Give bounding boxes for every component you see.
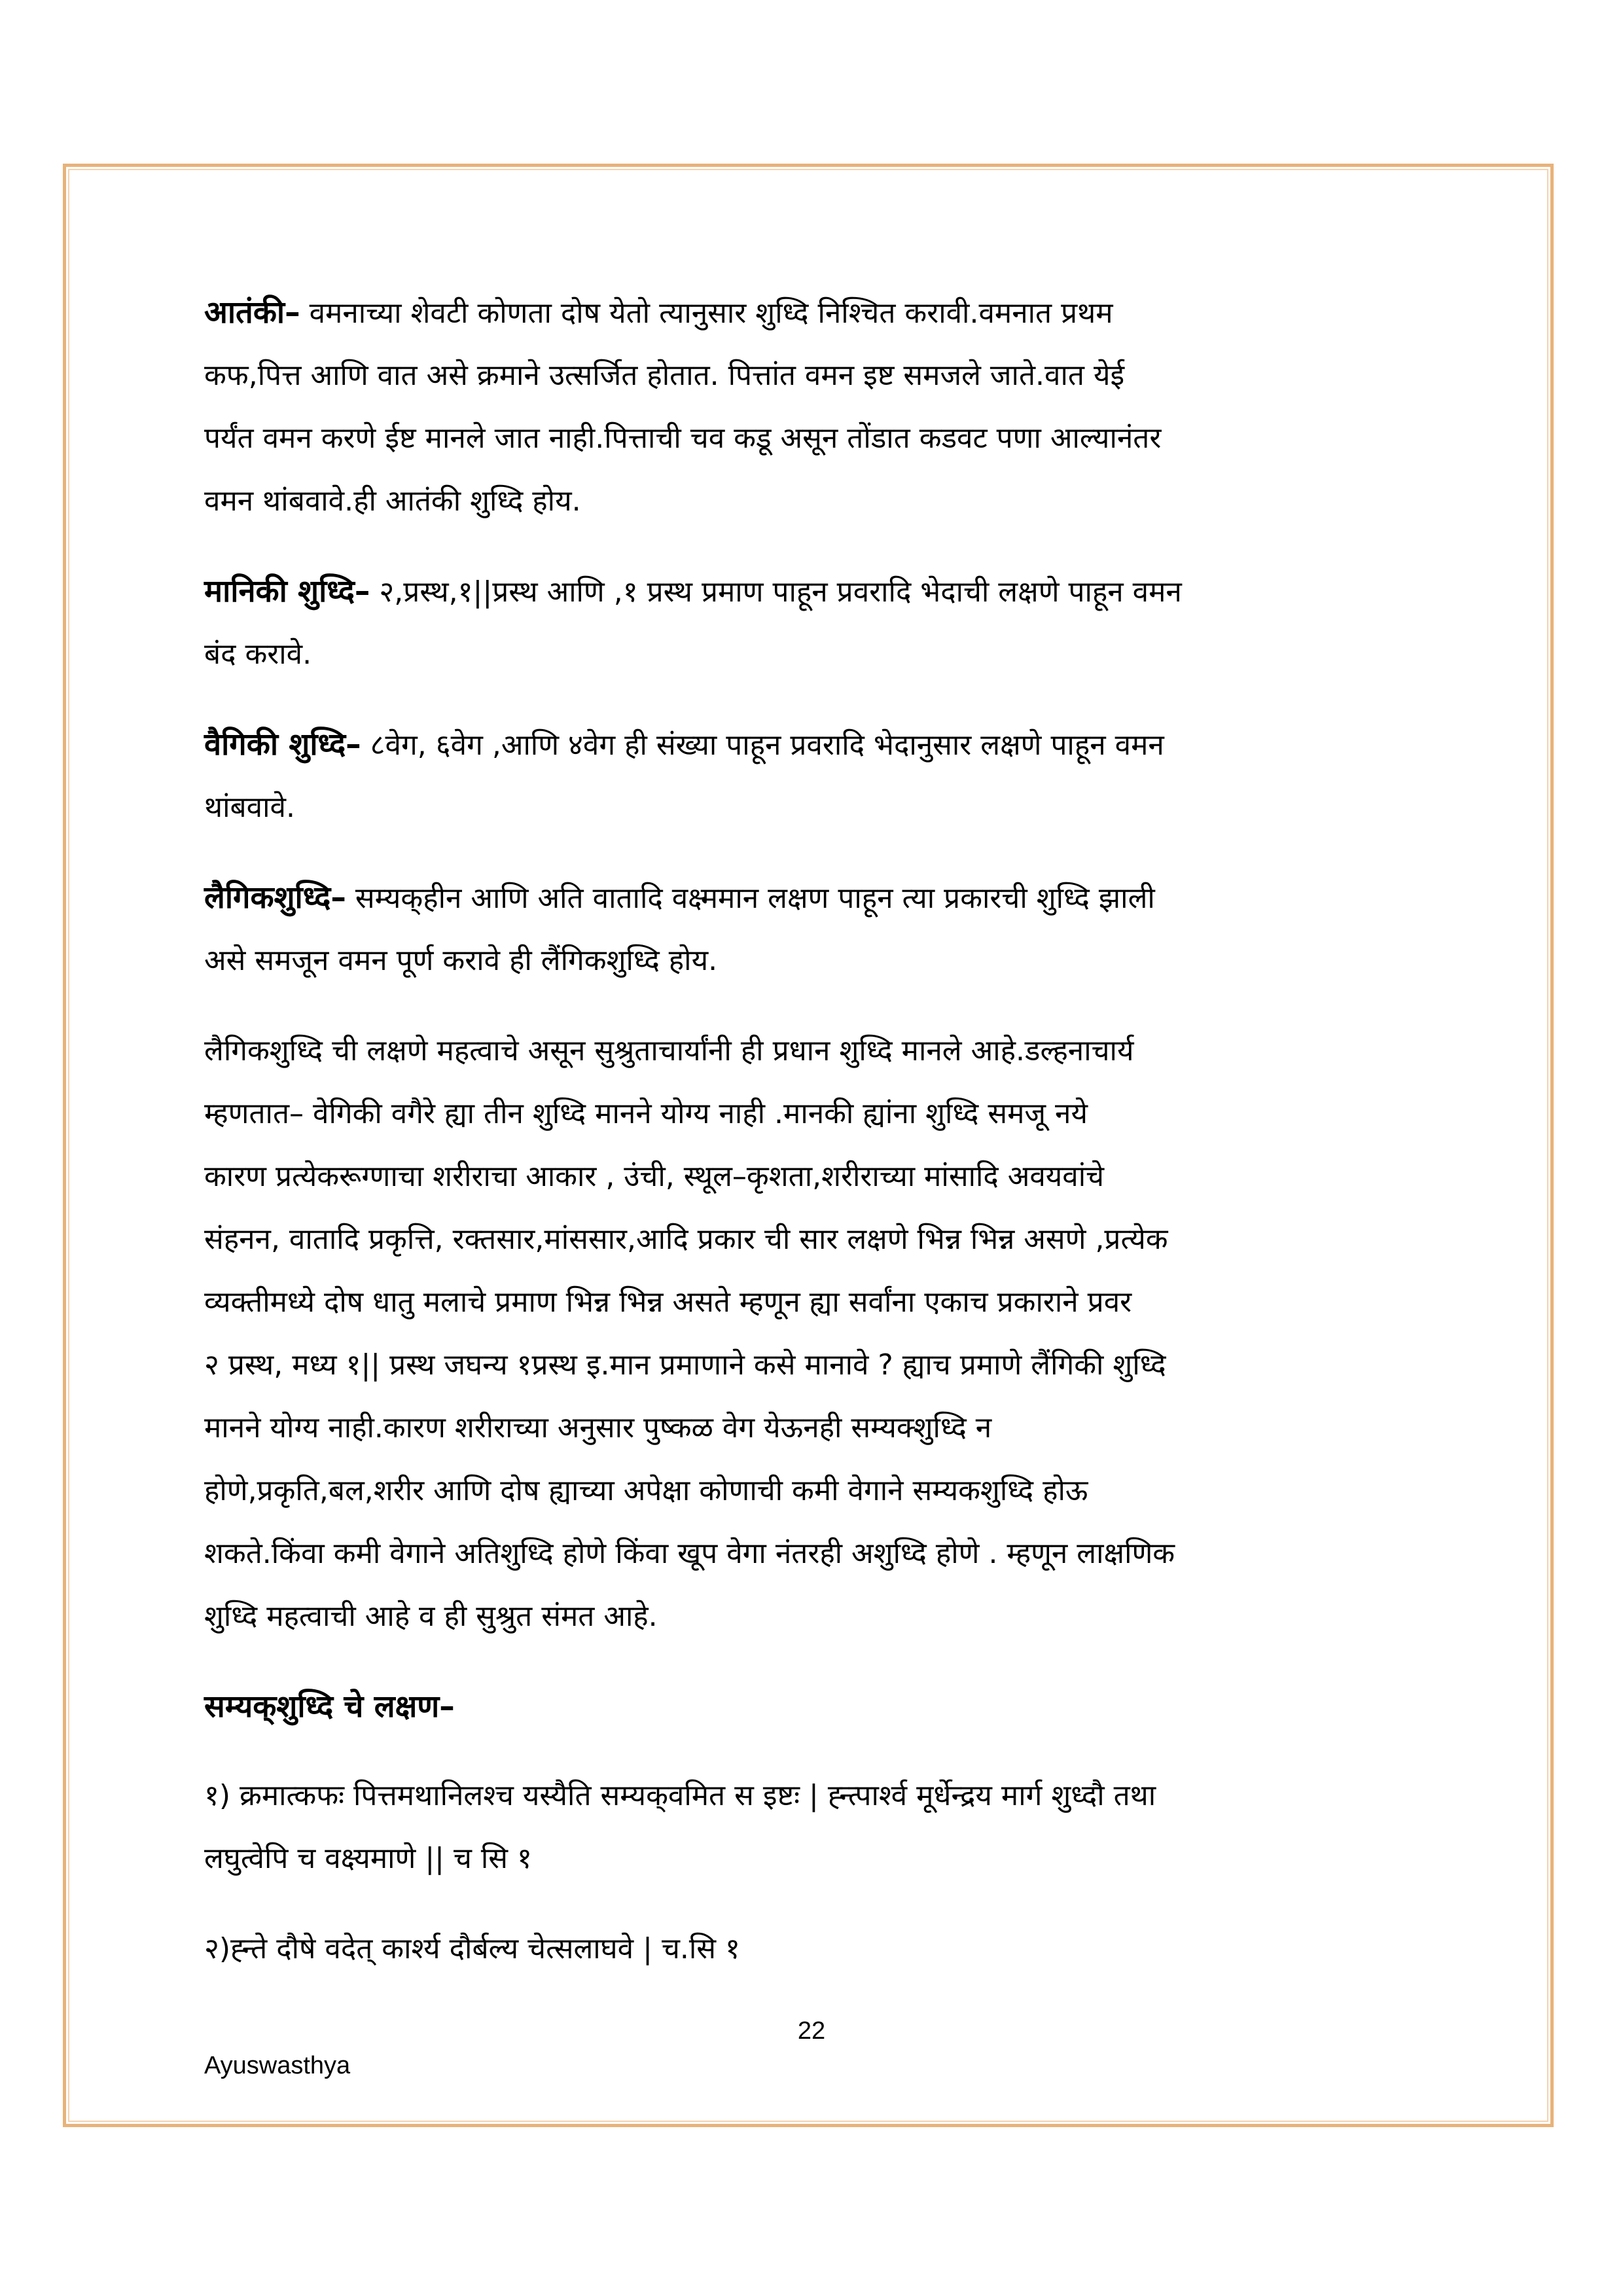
text-line: शकते.किंवा कमी वेगाने अतिशुध्दि होणे किंवा खूप वेगा नंतरही अशुध्दि होणे . म्हणून लाक्षणिक [204,1537,1175,1570]
paragraph-maniki [204,560,1435,686]
text-line: म्हणतात– वेगिकी वगैरे ह्या तीन शुध्दि मानने योग्य नाही .मानकी ह्यांना शुध्दि समजू नये [204,1097,1088,1130]
term-heading: वैगिकी शुध्दि– [204,726,361,762]
text-line: वैगिकी शुध्दि– ८वेग, ६वेग ,आणि ४वेग ही संख्या पाहून प्रवरादि भेदानुसार लक्षणे पाहून वमन [204,726,1164,762]
text-line: असे समजून वमन पूर्ण करावे ही लैंगिकशुध्दि होय. [204,944,718,977]
term-heading: आतंकी– [204,295,300,331]
term-heading: लैगिकशुध्दि– [204,880,346,916]
paragraph-atanki [204,281,1435,533]
text-line: वमन थांबवावे.ही आतंकी शुध्दि होय. [204,484,581,518]
paragraph-vaigiki [204,713,1435,839]
text-line: पर्यंत वमन करणे ईष्ट मानले जात नाही.पित्ताची चव कडू असून तोंडात कडवट पणा आल्यानंतर [204,422,1162,455]
text-line: २)ह्न्ते दौषे वदेत्‌ कार्श्य दौर्बल्य चेत्सलाघवे | च.सि १ [204,1932,740,1965]
text-line: मानने योग्य नाही.कारण शरीराच्या अनुसार पुष्कळ वेग येऊनही सम्यक्शुध्दि न [204,1411,992,1444]
paragraph-laingik [204,867,1435,992]
text-line: होणे,प्रकृति,बल,शरीर आणि दोष ह्याच्या अपेक्षा कोणाची कमी वेगाने सम्यकशुध्दि होऊ [204,1474,1088,1507]
quote-2 [204,1918,1435,1981]
text-line: व्यक्तीमध्ये दोष धातु मलाचे प्रमाण भिन्न भिन्न असते म्हणून ह्या सर्वांना एकाच प्रकाराने प्रवर [204,1285,1132,1319]
text-line: कारण प्रत्येकरूग्णाचा शरीराचा आकार , उंची, स्थूल–कृशता,शरीराच्या मांसादि अवयवांचे [204,1160,1105,1193]
text-line: लघुत्वेपि च वक्ष्यमाणे || च सि १ [204,1842,532,1875]
text-line: लैगिकशुध्दि– सम्यक्‌हीन आणि अति वातादि वक्ष्ममान लक्षण पाहून त्या प्रकारची शुध्दि झाली [204,880,1155,916]
text-line: बंद करावे. [204,637,312,671]
term-heading: मानिकी शुध्दि– [204,573,370,609]
page-number: 22 [797,2017,826,2045]
document-body [204,281,1435,2008]
text-line: थांबवावे. [204,791,295,824]
text-line: आतंकी– वमनाच्या शेवटी कोणता दोष येतो त्यानुसार शुध्दि निश्चित करावी.वमनात प्रथम [204,295,1113,331]
quote-1 [204,1765,1435,1890]
paragraph-explanation [204,1020,1435,1648]
text-line: २ प्रस्थ, मध्य १|| प्रस्थ जघन्य १प्रस्थ इ.मान प्रमाणाने कसे मानावे ? ह्याच प्रमाणे लैंगिकी शुध्दि [204,1348,1166,1382]
text-line: शुध्दि महत्वाची आहे व ही सुश्रुत संमत आहे. [204,1600,658,1633]
text-line: संहनन, वातादि प्रकृत्ति, रक्तसार,मांससार,आदि प्रकार ची सार लक्षणे भिन्न भिन्न असणे ,प्रत्येक [204,1223,1168,1256]
text-line: लैगिकशुध्दि ची लक्षणे महत्वाचे असून सुश्रुताचार्यांनी ही प्रधान शुध्दि मानले आहे.डल्हनाचार्य [204,1034,1134,1067]
text-line: कफ,पित्त आणि वात असे क्रमाने उत्सर्जित होतात. पित्तांत वमन इष्ट समजले जाते.वात येई [204,359,1125,392]
text-line: १) क्रमात्कफः पित्तमथानिलश्च यस्यैति सम्यक्‌वमित स इष्टः | ह्न्त्पार्श्व मूर्धेन्द्रय मार्ग शुध्दौ तथा [204,1779,1156,1812]
footer-text: Ayuswasthya [204,2052,351,2079]
section-heading: सम्यक्‌शुध्दि चे लक्षण– [204,1689,455,1725]
text-line: मानिकी शुध्दि– २,प्रस्थ,१||प्रस्थ आणि ,१ प्रस्थ प्रमाण पाहून प्रवरादि भेदाची लक्षणे पाहून वमन [204,573,1182,609]
